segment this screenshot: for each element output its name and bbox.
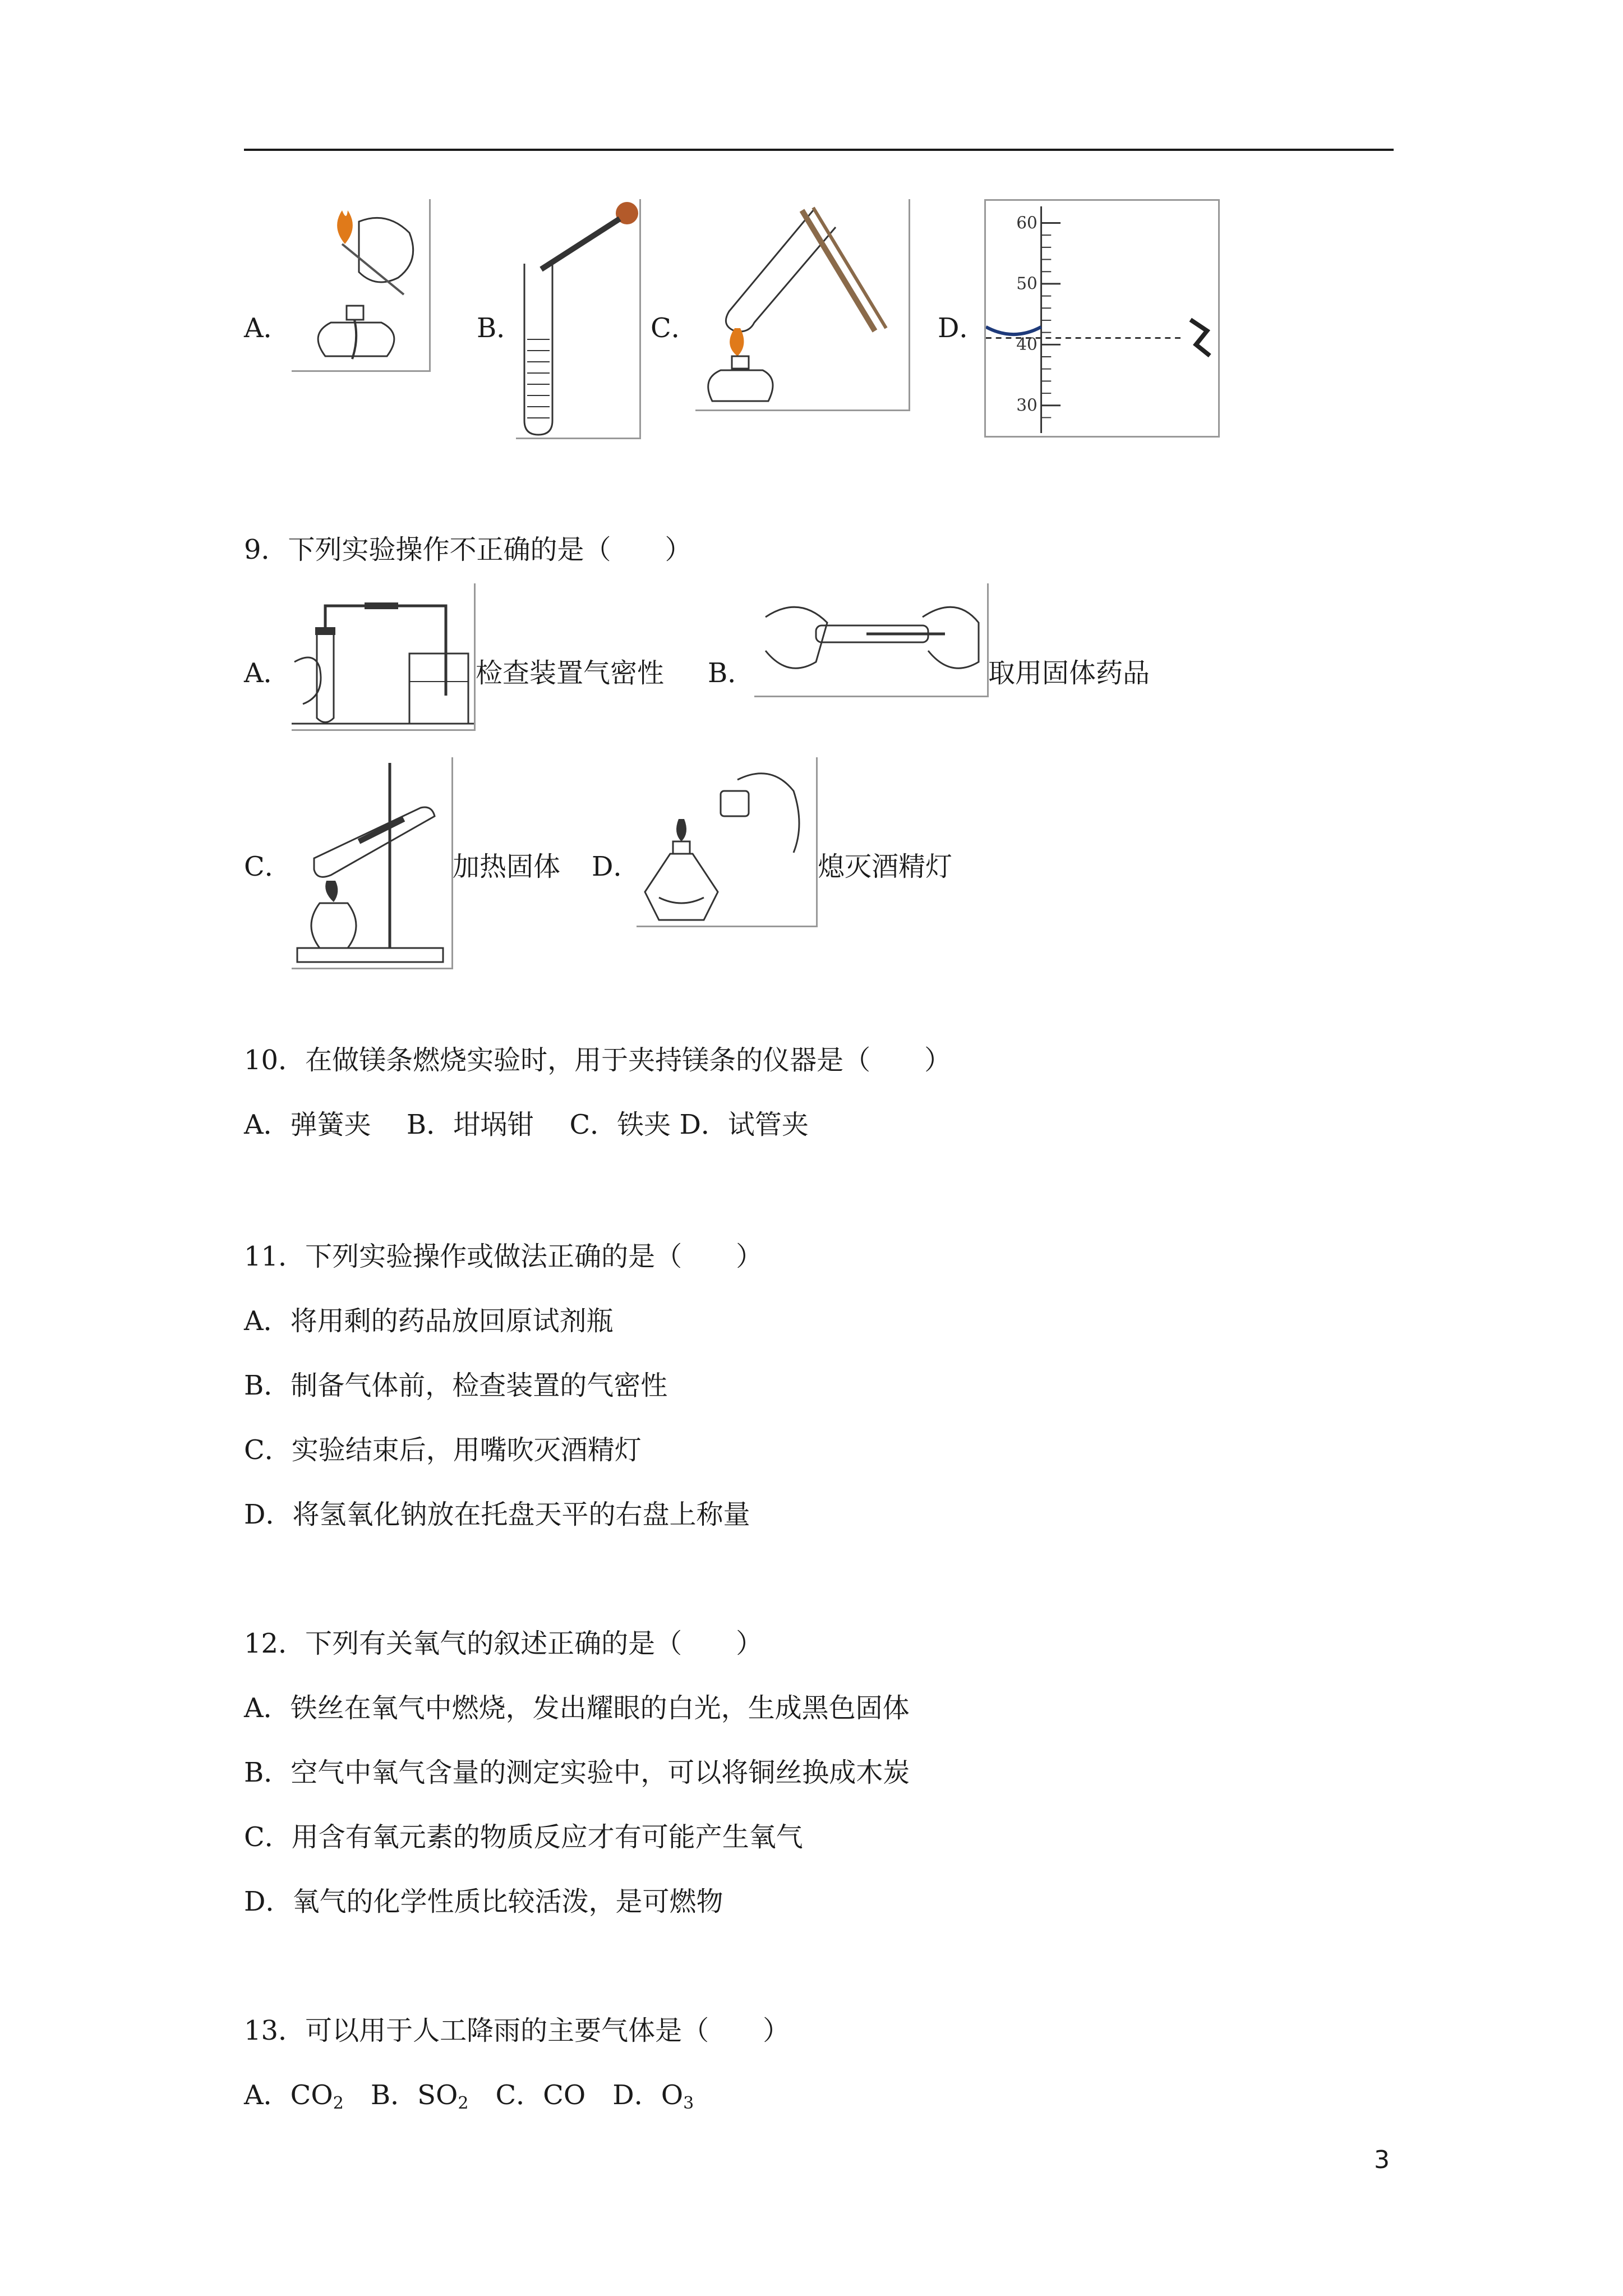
q10-options: A．弹簧夹 B．坩埚钳 C．铁夹 D．试管夹 [244, 1109, 809, 1140]
q9-option-a-label: 检查装置气密性 [476, 657, 665, 689]
q12-option-a: A．铁丝在氧气中燃烧，发出耀眼的白光，生成黑色固体 [244, 1692, 910, 1724]
q12-option-b: B．空气中氧气含量的测定实验中，可以将铜丝换成木炭 [244, 1757, 910, 1788]
q12-option-c: C．用含有氧元素的物质反应才有可能产生氧气 [244, 1821, 803, 1853]
q11-stem: 11．下列实验操作或做法正确的是（ ） [244, 1241, 763, 1272]
q13-option-a-subscript: 2 [333, 2093, 344, 2113]
heating-test-tube-icon [695, 199, 909, 409]
q13-options [244, 2078, 694, 2112]
q11-option-d: D．将氢氧化钠放在托盘天平的右盘上称量 [244, 1499, 750, 1530]
q13-option-d: D．O [612, 2079, 684, 2111]
q9-figure-a [292, 583, 476, 731]
q11-option-a: A．将用剩的药品放回原试剂瓶 [244, 1305, 614, 1337]
q13-option-a: A．CO [244, 2079, 333, 2111]
q8-figure-d [984, 199, 1220, 438]
q9-figure-c [292, 757, 453, 969]
q9-option-a-letter: A． [244, 657, 291, 689]
cylinder-tick-30: 30 [1016, 395, 1038, 415]
q13-option-c: C．CO [468, 2079, 613, 2111]
q8-option-c-letter: C． [651, 312, 698, 344]
test-tube-dropper-icon [516, 199, 639, 438]
alcohol-lamp-lighting-icon [292, 199, 429, 370]
q13-option-b-subscript: 2 [458, 2093, 469, 2113]
header-rule [244, 149, 1394, 151]
graduated-cylinder-reading-icon [986, 201, 1218, 436]
q8-option-b-letter: B． [477, 312, 524, 344]
q11-option-b: B．制备气体前，检查装置的气密性 [244, 1370, 668, 1401]
q13-option-b: B．SO [343, 2079, 458, 2111]
cylinder-tick-60: 60 [1016, 213, 1038, 233]
q9-stem: 9．下列实验操作不正确的是（ ） [244, 534, 692, 565]
q9-figure-d [637, 757, 818, 927]
q9-option-d-letter: D． [592, 851, 640, 882]
page-number: 3 [1374, 2146, 1390, 2174]
q8-figure-c [695, 199, 910, 411]
q9-option-c-letter: C． [244, 851, 292, 882]
eye-icon [1191, 320, 1210, 356]
q13-option-d-subscript: 3 [683, 2093, 694, 2113]
q12-stem: 12．下列有关氧气的叙述正确的是（ ） [244, 1628, 763, 1659]
q8-option-d-letter: D． [938, 312, 986, 344]
q9-option-b-letter: B． [708, 657, 755, 689]
q11-option-c: C．实验结束后，用嘴吹灭酒精灯 [244, 1434, 642, 1466]
q8-figure-a [292, 199, 431, 372]
q9-figure-b [754, 583, 989, 697]
q8-figure-b [516, 199, 641, 439]
heating-solid-icon [292, 757, 451, 968]
q10-stem: 10．在做镁条燃烧实验时，用于夹持镁条的仪器是（ ） [244, 1045, 952, 1076]
extinguish-alcohol-lamp-icon [637, 757, 816, 926]
q13-stem: 13．可以用于人工降雨的主要气体是（ ） [244, 2015, 790, 2046]
cylinder-tick-50: 50 [1016, 274, 1038, 293]
taking-solid-reagent-icon [754, 583, 987, 696]
q12-option-d: D．氧气的化学性质比较活泼，是可燃物 [244, 1886, 723, 1917]
q9-option-c-label: 加热固体 [453, 851, 561, 882]
q9-option-b-label: 取用固体药品 [988, 657, 1150, 689]
airtightness-check-icon [292, 583, 474, 729]
cylinder-tick-40: 40 [1016, 335, 1038, 355]
q9-option-d-label: 熄灭酒精灯 [818, 851, 953, 882]
q8-option-a-letter: A． [244, 312, 291, 344]
